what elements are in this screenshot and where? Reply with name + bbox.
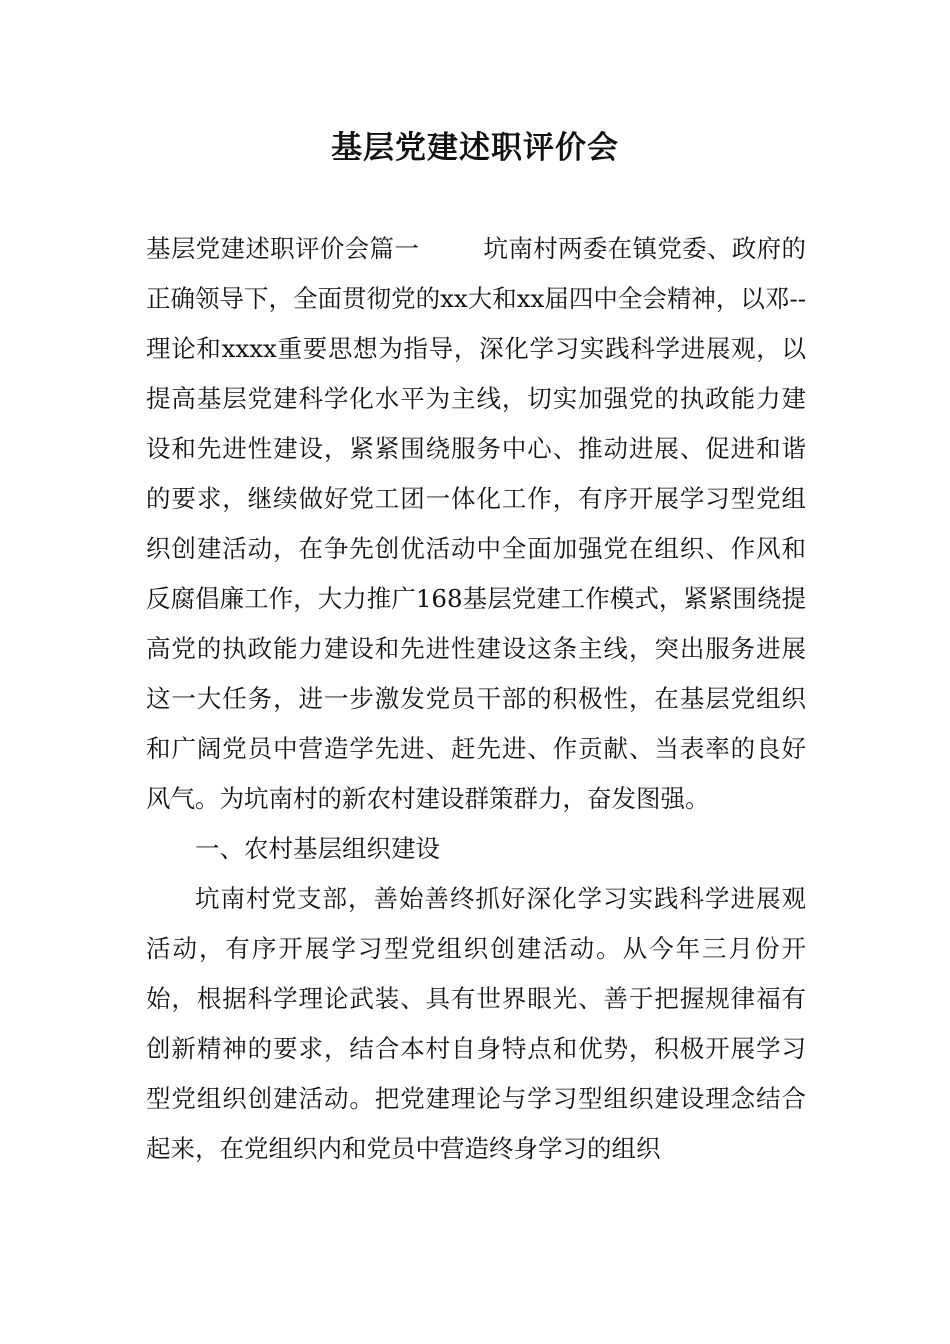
document-body	[146, 224, 806, 1174]
paragraph-text: 坑南村党支部，善始善终抓好深化学习实践科学进展观活动，有序开展学习型党组织创建活动。从今年三月份开始，根据科学理论武装、具有世界眼光、善于把握规律福有创新精神的要求，结合本村自身特点和优势，积极开展学习型党组织创建活动。把党建理论与学习型组织建设理念结合起来，在党组织内和党员中营造终身学习的组织	[146, 884, 806, 1163]
intro-paragraph-text: 坑南村两委在镇党委、政府的正确领导下，全面贯彻党的xx大和xx届四中全会精神，以邓--理论和xxxx重要思想为指导，深化学习实践科学进展观，以提高基层党建科学化水平为主线，切实加强党的执政能力建设和先进性建设，紧紧围绕服务中心、推动进展、促进和谐的要求，继续做好党工团一体化工作，有序开展学习型党组织创建活动，在争先创优活动中全面加强党在组织、作风和反腐倡廉工作，大力推广168基层党建工作模式，紧紧围绕提高党的执政能力建设和先进性建设这条主线，突出服务进展这一大任务，进一步激发党员干部的积极性，在基层党组织和广阔党员中营造学先进、赶先进、作贡献、当表率的良好风气。为坑南村的新农村建设群策群力，奋发图强。	[146, 234, 807, 813]
section-heading: 一、农村基层组织建设	[195, 834, 440, 863]
paragraph-intro	[146, 224, 806, 824]
intro-heading: 基层党建述职评价会篇一	[146, 234, 420, 263]
document-title: 基层党建述职评价会	[331, 130, 619, 166]
